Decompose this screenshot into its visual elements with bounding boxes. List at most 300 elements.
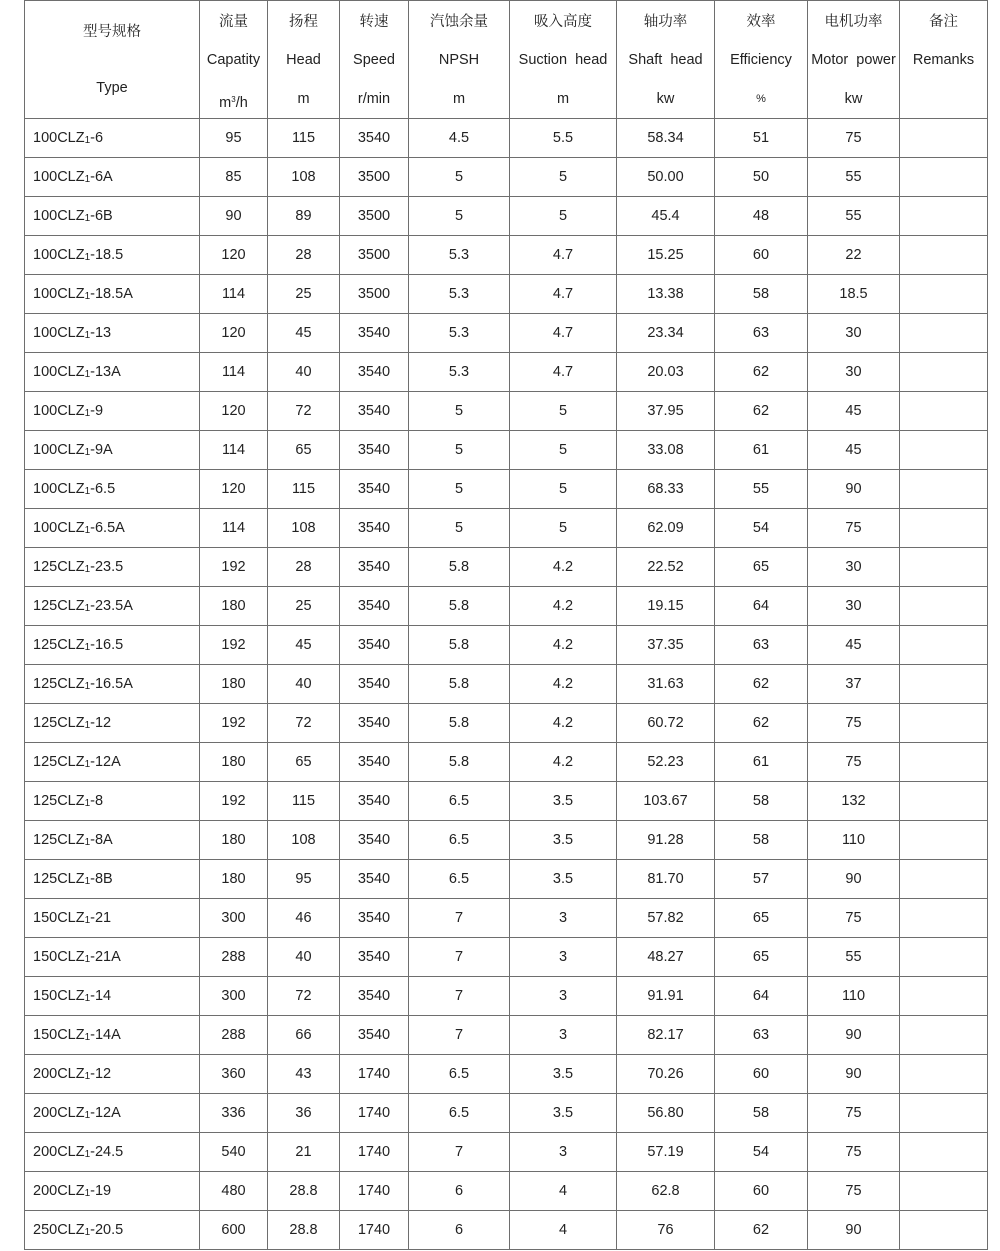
cell-head: 25 [268, 587, 340, 626]
cell-capacity: 180 [200, 587, 268, 626]
cell-suction: 3.5 [510, 782, 617, 821]
cell-head: 28.8 [268, 1211, 340, 1250]
model-suffix: -12 [90, 1066, 112, 1082]
model-suffix: -9A [90, 442, 113, 458]
model-subscript: 1 [84, 954, 91, 965]
cell-model [25, 1055, 200, 1094]
cell-remarks [900, 743, 988, 782]
cell-suction: 4.7 [510, 236, 617, 275]
model-suffix: -21A [90, 949, 121, 965]
cell-capacity: 95 [200, 119, 268, 158]
model-subscript: 1 [84, 369, 91, 380]
cell-head: 72 [268, 704, 340, 743]
table-row [25, 587, 988, 626]
cell-motor: 45 [808, 626, 900, 665]
cell-shaft: 62.09 [617, 509, 715, 548]
cell-suction: 3 [510, 938, 617, 977]
cell-shaft: 37.35 [617, 626, 715, 665]
cell-motor: 75 [808, 509, 900, 548]
table-row [25, 509, 988, 548]
model-suffix: -8A [90, 832, 113, 848]
cell-npsh: 6.5 [409, 860, 510, 899]
cell-model [25, 236, 200, 275]
cell-suction: 4.7 [510, 275, 617, 314]
cell-speed: 3540 [340, 626, 409, 665]
cell-suction: 4.7 [510, 353, 617, 392]
cell-motor: 90 [808, 1055, 900, 1094]
cell-head: 108 [268, 158, 340, 197]
cell-motor: 30 [808, 353, 900, 392]
table-row [25, 626, 988, 665]
cell-motor: 22 [808, 236, 900, 275]
model-subscript: 1 [84, 915, 91, 926]
cell-shaft: 48.27 [617, 938, 715, 977]
cell-efficiency: 58 [715, 275, 808, 314]
cell-remarks [900, 275, 988, 314]
cell-shaft: 37.95 [617, 392, 715, 431]
cell-model [25, 782, 200, 821]
cell-efficiency: 57 [715, 860, 808, 899]
model-suffix: -14 [90, 988, 112, 1004]
cell-speed: 3540 [340, 899, 409, 938]
cell-shaft: 57.19 [617, 1133, 715, 1172]
header-speed-en: Speed [353, 52, 395, 68]
cell-efficiency: 61 [715, 743, 808, 782]
cell-remarks [900, 392, 988, 431]
model-suffix: -13A [90, 364, 121, 380]
cell-efficiency: 54 [715, 509, 808, 548]
cell-motor: 110 [808, 821, 900, 860]
model-suffix: -6.5 [90, 481, 116, 497]
cell-model [25, 353, 200, 392]
cell-remarks [900, 587, 988, 626]
model-suffix: -20.5 [90, 1222, 124, 1238]
header-npsh-unit: m [452, 91, 466, 107]
model-prefix: 125CLZ [33, 559, 85, 575]
cell-shaft: 13.38 [617, 275, 715, 314]
cell-motor: 110 [808, 977, 900, 1016]
model-suffix: -12 [90, 715, 112, 731]
cell-efficiency: 62 [715, 1211, 808, 1250]
cell-npsh: 6.5 [409, 1055, 510, 1094]
cell-shaft: 50.00 [617, 158, 715, 197]
cell-remarks [900, 1016, 988, 1055]
cell-capacity: 114 [200, 353, 268, 392]
header-motor [808, 1, 900, 119]
model-suffix: -24.5 [90, 1144, 124, 1160]
cell-capacity: 288 [200, 938, 268, 977]
model-suffix: -8 [90, 793, 104, 809]
cell-shaft: 52.23 [617, 743, 715, 782]
header-remarks [900, 1, 988, 119]
cell-motor: 90 [808, 470, 900, 509]
model-suffix: -13 [90, 325, 112, 341]
table-row [25, 236, 988, 275]
header-shaft-zh: 轴功率 [643, 14, 688, 30]
model-subscript: 1 [84, 1149, 91, 1160]
cell-suction: 4.2 [510, 743, 617, 782]
cell-head: 108 [268, 509, 340, 548]
cell-motor: 75 [808, 1133, 900, 1172]
model-suffix: -6.5A [90, 520, 125, 536]
cell-remarks [900, 821, 988, 860]
cell-speed: 3540 [340, 509, 409, 548]
model-subscript: 1 [84, 993, 91, 1004]
cell-remarks [900, 938, 988, 977]
cell-npsh: 5.3 [409, 353, 510, 392]
header-type [25, 1, 200, 119]
cell-shaft: 23.34 [617, 314, 715, 353]
model-prefix: 125CLZ [33, 871, 85, 887]
model-suffix: -9 [90, 403, 104, 419]
model-prefix: 100CLZ [33, 364, 85, 380]
cell-speed: 3500 [340, 197, 409, 236]
cell-speed: 3500 [340, 236, 409, 275]
cell-remarks [900, 860, 988, 899]
header-head [268, 1, 340, 119]
cell-speed: 1740 [340, 1133, 409, 1172]
cell-shaft: 56.80 [617, 1094, 715, 1133]
cell-speed: 3540 [340, 431, 409, 470]
cell-suction: 4.2 [510, 587, 617, 626]
cell-suction: 4.2 [510, 704, 617, 743]
cell-head: 115 [268, 782, 340, 821]
cell-motor: 90 [808, 1016, 900, 1055]
cell-npsh: 5.3 [409, 275, 510, 314]
cell-motor: 132 [808, 782, 900, 821]
cell-motor: 37 [808, 665, 900, 704]
cell-shaft: 82.17 [617, 1016, 715, 1055]
model-prefix: 250CLZ [33, 1222, 85, 1238]
cell-speed: 3500 [340, 275, 409, 314]
model-suffix: -21 [90, 910, 112, 926]
header-speed-zh: 转速 [359, 14, 389, 30]
cell-capacity: 300 [200, 899, 268, 938]
model-prefix: 200CLZ [33, 1105, 85, 1121]
cell-capacity: 192 [200, 626, 268, 665]
cell-head: 115 [268, 470, 340, 509]
header-type-en: Type [96, 80, 128, 96]
cell-capacity: 360 [200, 1055, 268, 1094]
header-row [25, 1, 988, 119]
cell-speed: 3540 [340, 938, 409, 977]
cell-model [25, 899, 200, 938]
cell-capacity: 120 [200, 314, 268, 353]
cell-model [25, 470, 200, 509]
cell-shaft: 22.52 [617, 548, 715, 587]
header-npsh-zh: 汽蚀余量 [430, 14, 488, 30]
cell-shaft: 68.33 [617, 470, 715, 509]
cell-suction: 4 [510, 1172, 617, 1211]
cell-suction: 5 [510, 509, 617, 548]
cell-head: 89 [268, 197, 340, 236]
cell-efficiency: 58 [715, 821, 808, 860]
cell-capacity: 180 [200, 743, 268, 782]
header-shaft [617, 1, 715, 119]
table-row [25, 470, 988, 509]
model-prefix: 125CLZ [33, 676, 85, 692]
model-prefix: 150CLZ [33, 910, 85, 926]
model-suffix: -18.5 [90, 247, 124, 263]
cell-npsh: 6.5 [409, 1094, 510, 1133]
model-subscript: 1 [84, 213, 91, 224]
cell-suction: 4.2 [510, 665, 617, 704]
table-row [25, 1211, 988, 1250]
cell-model [25, 314, 200, 353]
cell-efficiency: 63 [715, 314, 808, 353]
cell-efficiency: 60 [715, 236, 808, 275]
capacity-unit-tail: /h [235, 95, 248, 111]
cell-remarks [900, 782, 988, 821]
cell-remarks [900, 236, 988, 275]
cell-motor: 18.5 [808, 275, 900, 314]
model-prefix: 100CLZ [33, 442, 85, 458]
model-subscript: 1 [84, 798, 91, 809]
model-subscript: 1 [84, 408, 91, 419]
cell-efficiency: 63 [715, 1016, 808, 1055]
cell-head: 72 [268, 977, 340, 1016]
model-prefix: 150CLZ [33, 988, 85, 1004]
table-header [25, 1, 988, 119]
cell-speed: 3540 [340, 119, 409, 158]
cell-capacity: 288 [200, 1016, 268, 1055]
model-prefix: 100CLZ [33, 208, 85, 224]
cell-efficiency: 61 [715, 431, 808, 470]
cell-npsh: 6.5 [409, 821, 510, 860]
cell-head: 46 [268, 899, 340, 938]
table-row [25, 197, 988, 236]
cell-efficiency: 54 [715, 1133, 808, 1172]
cell-efficiency: 60 [715, 1055, 808, 1094]
cell-npsh: 7 [409, 977, 510, 1016]
cell-efficiency: 65 [715, 548, 808, 587]
model-suffix: -6B [90, 208, 113, 224]
table-row [25, 743, 988, 782]
cell-model [25, 197, 200, 236]
cell-remarks [900, 314, 988, 353]
cell-efficiency: 48 [715, 197, 808, 236]
cell-motor: 55 [808, 158, 900, 197]
cell-capacity: 540 [200, 1133, 268, 1172]
cell-capacity: 192 [200, 548, 268, 587]
cell-motor: 75 [808, 1094, 900, 1133]
cell-efficiency: 50 [715, 158, 808, 197]
model-subscript: 1 [84, 447, 91, 458]
cell-suction: 4 [510, 1211, 617, 1250]
table-row [25, 275, 988, 314]
cell-npsh: 6.5 [409, 782, 510, 821]
model-prefix: 150CLZ [33, 1027, 85, 1043]
model-prefix: 100CLZ [33, 169, 85, 185]
model-prefix: 100CLZ [33, 403, 85, 419]
cell-motor: 75 [808, 119, 900, 158]
model-suffix: -6A [90, 169, 113, 185]
model-subscript: 1 [84, 135, 91, 146]
cell-capacity: 192 [200, 704, 268, 743]
cell-head: 21 [268, 1133, 340, 1172]
cell-npsh: 5.8 [409, 743, 510, 782]
cell-shaft: 19.15 [617, 587, 715, 626]
header-suction-unit: m [556, 91, 570, 107]
cell-speed: 3540 [340, 548, 409, 587]
cell-speed: 3540 [340, 860, 409, 899]
cell-efficiency: 64 [715, 977, 808, 1016]
cell-model [25, 1133, 200, 1172]
cell-head: 65 [268, 431, 340, 470]
cell-shaft: 20.03 [617, 353, 715, 392]
cell-head: 40 [268, 353, 340, 392]
header-speed [340, 1, 409, 119]
cell-npsh: 5 [409, 158, 510, 197]
model-prefix: 200CLZ [33, 1183, 85, 1199]
cell-head: 40 [268, 665, 340, 704]
model-prefix: 125CLZ [33, 754, 85, 770]
table-row [25, 821, 988, 860]
header-npsh-en: NPSH [438, 52, 480, 68]
cell-motor: 45 [808, 392, 900, 431]
header-suction [510, 1, 617, 119]
cell-shaft: 91.28 [617, 821, 715, 860]
header-npsh [409, 1, 510, 119]
model-suffix: -23.5 [90, 559, 124, 575]
cell-shaft: 70.26 [617, 1055, 715, 1094]
cell-npsh: 5 [409, 392, 510, 431]
table-row [25, 1016, 988, 1055]
table-row [25, 431, 988, 470]
cell-capacity: 180 [200, 860, 268, 899]
cell-capacity: 114 [200, 509, 268, 548]
cell-shaft: 91.91 [617, 977, 715, 1016]
cell-suction: 3 [510, 899, 617, 938]
cell-model [25, 626, 200, 665]
cell-npsh: 5.8 [409, 587, 510, 626]
cell-remarks [900, 119, 988, 158]
header-remarks-zh: 备注 [929, 14, 958, 30]
cell-npsh: 7 [409, 1133, 510, 1172]
model-subscript: 1 [84, 759, 91, 770]
cell-head: 43 [268, 1055, 340, 1094]
cell-model [25, 158, 200, 197]
cell-model [25, 1172, 200, 1211]
cell-suction: 3.5 [510, 860, 617, 899]
cell-motor: 30 [808, 314, 900, 353]
cell-efficiency: 62 [715, 392, 808, 431]
header-capacity-unit [200, 79, 267, 118]
cell-speed: 3540 [340, 1016, 409, 1055]
model-subscript: 1 [84, 330, 91, 341]
cell-model [25, 392, 200, 431]
header-speed-unit: r/min [357, 91, 391, 107]
header-efficiency-zh: 效率 [746, 14, 776, 30]
model-subscript: 1 [84, 876, 91, 887]
capacity-unit-sup: 3 [231, 95, 236, 104]
table-row [25, 1172, 988, 1211]
cell-model [25, 1094, 200, 1133]
model-prefix: 100CLZ [33, 325, 85, 341]
cell-motor: 90 [808, 860, 900, 899]
cell-efficiency: 55 [715, 470, 808, 509]
cell-head: 25 [268, 275, 340, 314]
cell-suction: 4.2 [510, 548, 617, 587]
cell-head: 65 [268, 743, 340, 782]
table-row [25, 782, 988, 821]
model-subscript: 1 [84, 837, 91, 848]
header-head-unit: m [297, 91, 310, 107]
model-subscript: 1 [84, 486, 91, 497]
model-subscript: 1 [84, 564, 91, 575]
model-suffix: -18.5A [90, 286, 133, 302]
model-suffix: -8B [90, 871, 113, 887]
cell-head: 28 [268, 236, 340, 275]
cell-remarks [900, 626, 988, 665]
cell-suction: 4.2 [510, 626, 617, 665]
model-subscript: 1 [84, 1188, 91, 1199]
cell-npsh: 5 [409, 197, 510, 236]
cell-shaft: 57.82 [617, 899, 715, 938]
model-prefix: 100CLZ [33, 520, 85, 536]
cell-suction: 3.5 [510, 821, 617, 860]
model-suffix: -23.5A [90, 598, 133, 614]
header-motor-en: Motor power [811, 52, 896, 68]
table-row [25, 938, 988, 977]
cell-capacity: 480 [200, 1172, 268, 1211]
cell-remarks [900, 704, 988, 743]
model-subscript: 1 [84, 1071, 91, 1082]
cell-efficiency: 63 [715, 626, 808, 665]
model-suffix: -12A [90, 754, 121, 770]
model-prefix: 125CLZ [33, 598, 85, 614]
cell-shaft: 60.72 [617, 704, 715, 743]
cell-suction: 5 [510, 197, 617, 236]
cell-shaft: 31.63 [617, 665, 715, 704]
cell-speed: 3500 [340, 158, 409, 197]
cell-model [25, 587, 200, 626]
cell-npsh: 5 [409, 509, 510, 548]
cell-speed: 3540 [340, 977, 409, 1016]
cell-speed: 1740 [340, 1094, 409, 1133]
cell-speed: 3540 [340, 743, 409, 782]
table-row [25, 899, 988, 938]
cell-shaft: 76 [617, 1211, 715, 1250]
model-subscript: 1 [84, 291, 91, 302]
table-row [25, 860, 988, 899]
cell-motor: 90 [808, 1211, 900, 1250]
cell-speed: 3540 [340, 353, 409, 392]
cell-speed: 3540 [340, 587, 409, 626]
cell-capacity: 90 [200, 197, 268, 236]
cell-speed: 1740 [340, 1172, 409, 1211]
pump-spec-table [24, 0, 988, 1250]
cell-efficiency: 62 [715, 665, 808, 704]
model-prefix: 125CLZ [33, 637, 85, 653]
cell-efficiency: 62 [715, 704, 808, 743]
cell-npsh: 5 [409, 470, 510, 509]
cell-motor: 75 [808, 743, 900, 782]
model-prefix: 200CLZ [33, 1066, 85, 1082]
header-capacity [200, 1, 268, 119]
cell-npsh: 7 [409, 938, 510, 977]
cell-model [25, 1016, 200, 1055]
cell-efficiency: 65 [715, 938, 808, 977]
header-efficiency [715, 1, 808, 119]
model-prefix: 150CLZ [33, 949, 85, 965]
header-motor-zh: 电机功率 [824, 14, 883, 30]
header-head-en: Head [286, 52, 321, 68]
header-capacity-en: Capatity [206, 52, 261, 68]
cell-capacity: 120 [200, 470, 268, 509]
table-row [25, 158, 988, 197]
cell-suction: 3 [510, 1016, 617, 1055]
